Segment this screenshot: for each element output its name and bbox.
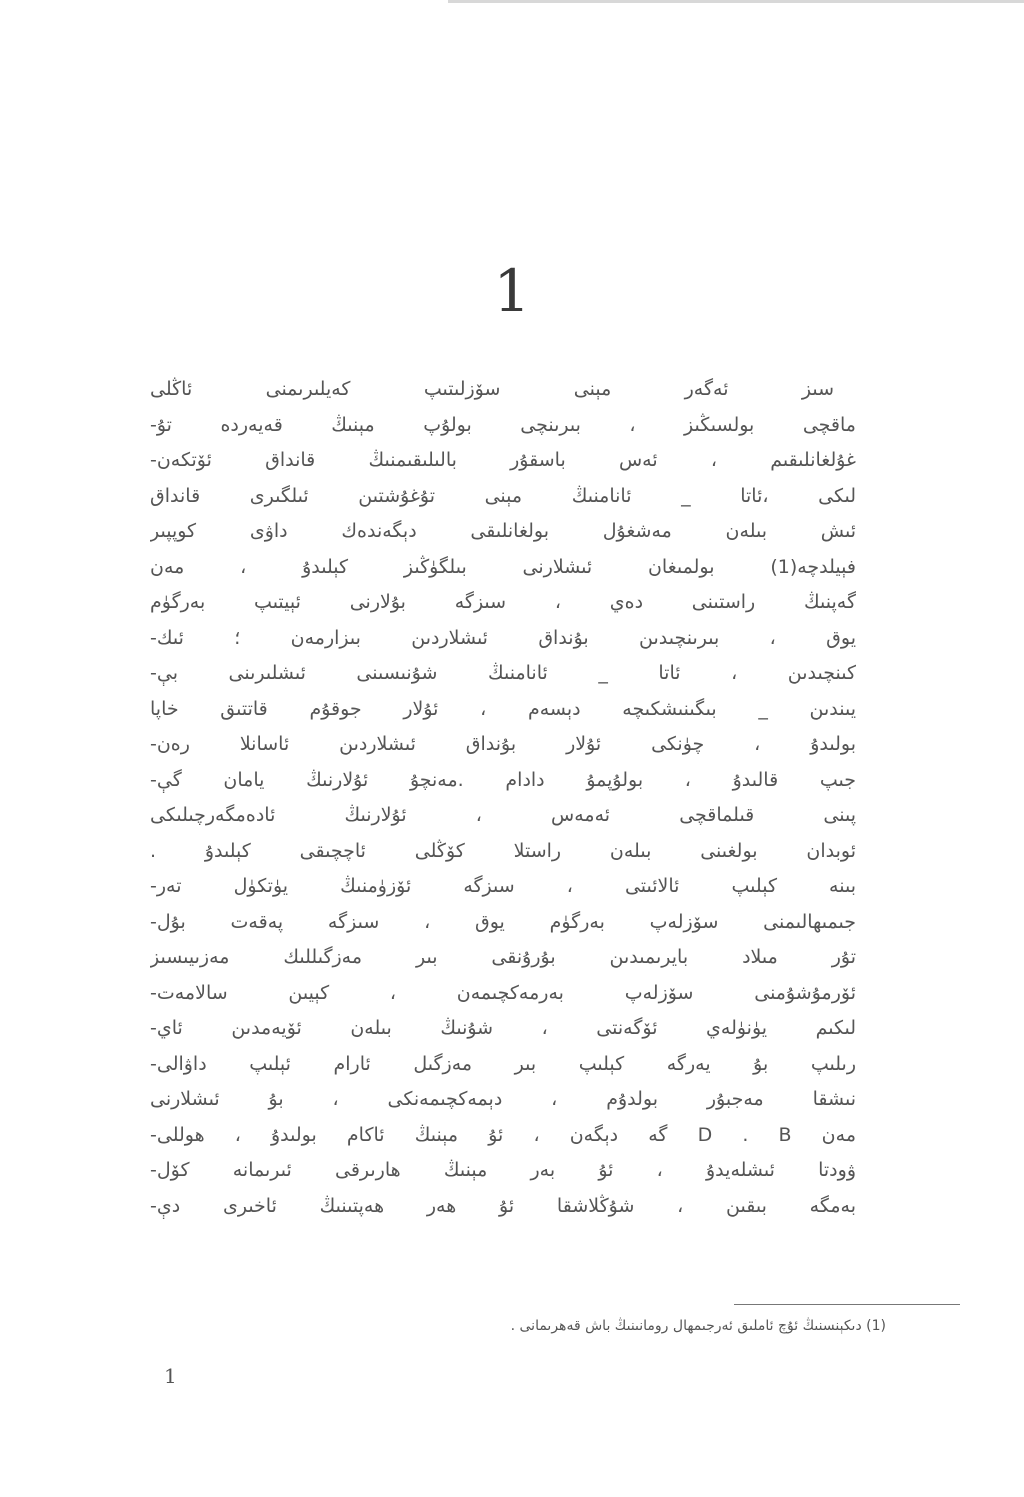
body-line: سىز ئەگەر مېنى سۆزلىتىپ كەيلىرىمنى ئاڭلى	[150, 378, 834, 400]
footnote-divider	[734, 1304, 960, 1305]
body-line: لىكىم يۈنۈلەي ئۆگەنتى ، شۇنىڭ بىلەن ئۆيەمدىن ئاي-	[150, 1017, 856, 1039]
body-line: پىنى قىلماقچى ئەمەس ، ئۇلارنىڭ ئادەمگەرچىلىكى	[150, 804, 856, 826]
body-line: غۇلغانلىقىم ، ئەس باسقۇر بالىلىقىمنىڭ قانداق ئۆتكەن-	[150, 449, 856, 471]
body-line: ئوبدان بولغىنى بىلەن راستلا كۆڭلى ئاچچىقى كېلىدۇ .	[150, 839, 856, 862]
body-text	[150, 372, 856, 1224]
body-line: بولىدۇ ، چۈنكى ئۇلار بۇنداق ئىشلاردىن ئاسانلا رەن-	[150, 733, 856, 755]
body-line: مەن D . B گە دېگەن ، ئۇ مېنىڭ ئاكام بولىدۇ ، ھوللى-	[150, 1123, 856, 1146]
body-line: ئىش بىلەن مەشغۇل بولغانلىقى دېگەندەك داۋى كوپپىر	[150, 520, 856, 542]
body-line: گەپنىڭ راستىنى دەي ، سىزگە بۇلارنى ئېيتىپ بەرگۈم	[150, 591, 856, 613]
body-line: كىنچىدىن ، ئاتا _ ئانامنىڭ شۇنىسىنى ئىشلىرىنى بې-	[150, 662, 856, 684]
page-number: 1	[164, 1364, 177, 1388]
body-line: ۋودتا ئىشلەيدۇ ، ئۇ بەر مېنىڭ ھارىرقى ئىرىمانە كۆل-	[150, 1159, 856, 1181]
body-line: تۇر مىلاد بايرىمىدىن بۇرۇنقى بىر مەزگىللىك مەزىيىسىز	[150, 946, 856, 968]
body-line: جىمىھالىمنى سۆزلەپ بەرگۈم يوق ، سىزگە پەقەت بۇل-	[150, 910, 856, 933]
body-line: نىشقا مەجبۇر بولدۇم ، دېمەكچىمەنكى ، بۇ ئىشلارنى	[150, 1088, 856, 1110]
body-line: يوق ، بىرىنچىدىن بۇنداق ئىشلاردىن بىزارمەن ؛ ئىك-	[150, 626, 856, 649]
top-edge-rule	[448, 0, 1024, 3]
body-line: رىلىپ بۇ يەرگە كېلىپ بىر مەزگىل ئارام ئېلىپ داۋالى-	[150, 1052, 856, 1075]
body-line: ئۆرمۇشۇمنى سۆزلەپ بەرمەكچىمەن ، كېيىن سالامەت-	[150, 981, 856, 1004]
chapter-number: 1	[493, 257, 531, 325]
body-line: فېيلدچە(1) بولمىغان ئىشلارنى بىلگۈڭىز كېلىدۇ ، مەن	[150, 555, 856, 578]
body-line: بەمگە بىقىن ، شۇڭلاشقا ئۇ ھەر ھەپتىنىڭ ئاخىرى دې-	[150, 1194, 856, 1217]
body-line: جىپ قالىدۇ ، بولۇپمۇ دادام .مەنچۇ ئۇلارنىڭ يامان گې-	[150, 768, 856, 791]
footnote: (1) دىكېنسنىڭ ئۇچ ئاملىق ئەرجىمھال رومانىنىڭ باش قەھرىمانى .	[510, 1318, 886, 1334]
body-line: بىنە كېلىپ ئالائىتى ، سىزگە ئۆزۈمنىڭ يۈتكۈل تەر-	[150, 875, 856, 897]
body-line: يىندىن _ بىگىنىشكىچە دېسەم ، ئۇلار جوقۇم قاتتىق خاپا	[150, 697, 856, 720]
body-line: لىكى ،ئاتا _ ئانامنىڭ مېنى تۇغۇشتىن ئىلگىرى قانداق	[150, 484, 856, 507]
body-line: ماقچى بولسىڭىز ، بىرىنچى بولۇپ مېنىڭ قەيەردە تۇ-	[150, 413, 856, 436]
